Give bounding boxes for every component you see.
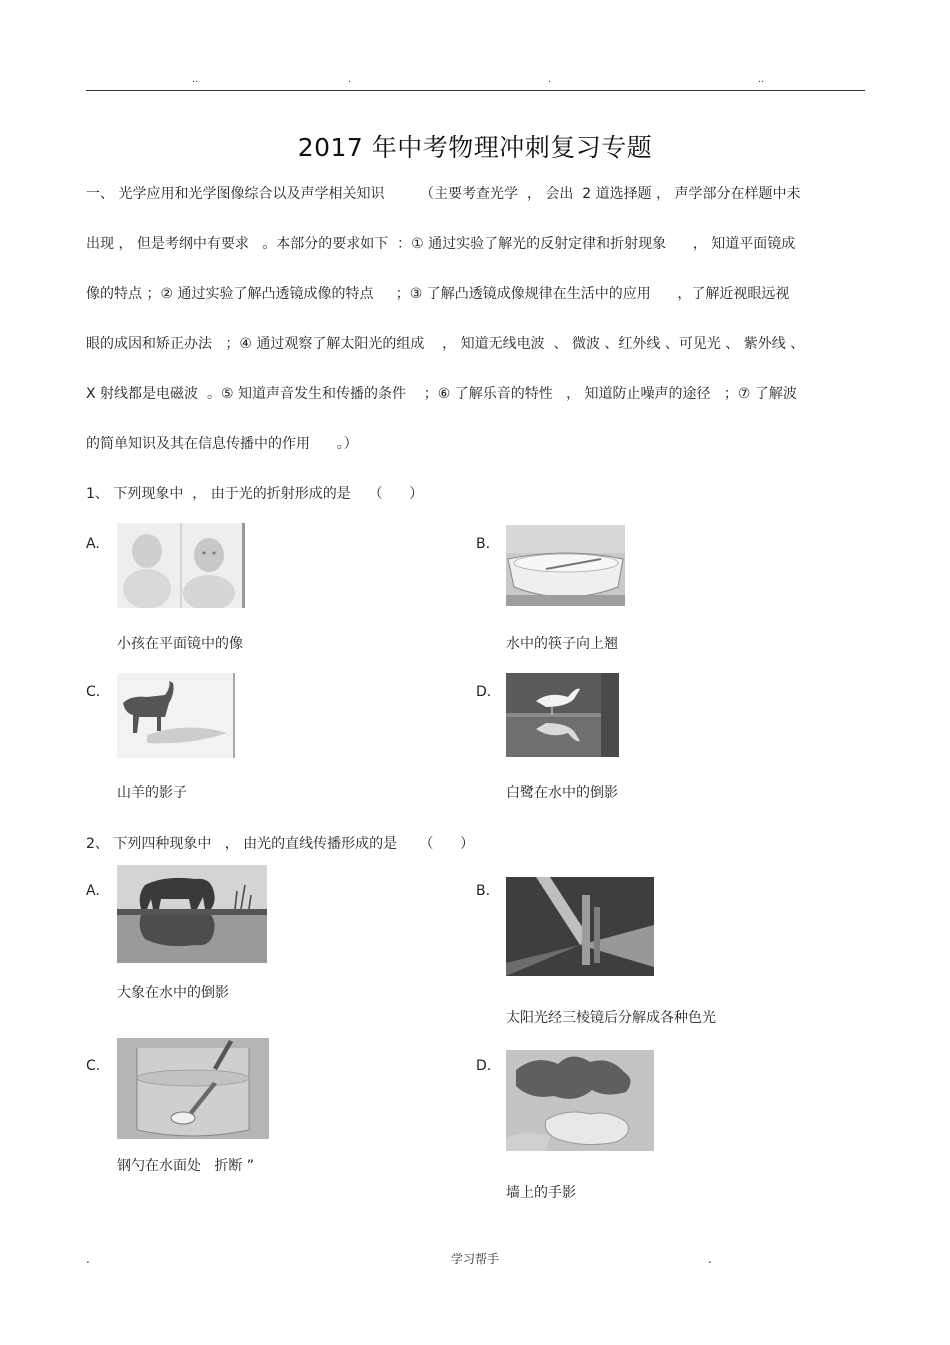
prism-light-photo bbox=[506, 877, 654, 976]
q1-option-a-letter: A. bbox=[86, 536, 100, 552]
child-mirror-photo bbox=[117, 523, 245, 608]
q1-option-b-caption: 水中的筷子向上翘 bbox=[506, 636, 618, 652]
q2-option-d-caption: 墙上的手影 bbox=[506, 1185, 576, 1201]
q1-option-c-letter: C. bbox=[86, 684, 101, 700]
q2-option-c-letter: C. bbox=[86, 1058, 101, 1074]
q1-option-c-caption: 山羊的影子 bbox=[117, 785, 187, 801]
chopsticks-water-photo bbox=[506, 525, 625, 606]
intro-line: X 射线都是电磁波 。⑤ 知道声音发生和传播的条件 ；⑥ 了解乐音的特性 ， 知道防止噪声的途径 ；⑦ 了解波 bbox=[86, 386, 797, 402]
footer-left-mark: . bbox=[86, 1252, 90, 1266]
question-2-stem: 2、 下列四种现象中 ， 由光的直线传播形成的是 （ ） bbox=[86, 836, 475, 852]
q2-option-b-caption: 太阳光经三棱镜后分解成各种色光 bbox=[506, 1010, 716, 1026]
header-mark-1: .. bbox=[192, 74, 199, 85]
q2-option-a-letter: A. bbox=[86, 883, 100, 899]
header-mark-3: . bbox=[548, 74, 552, 85]
footer-right-mark: . bbox=[708, 1252, 712, 1266]
spoon-water-photo bbox=[117, 1038, 269, 1139]
header-mark-4: .. bbox=[758, 74, 765, 85]
page-title: 2017 年中考物理冲刺复习专题 bbox=[297, 133, 653, 162]
q1-option-a-caption: 小孩在平面镜中的像 bbox=[117, 636, 243, 652]
elephant-reflection-photo bbox=[117, 865, 267, 963]
q1-option-b-letter: B. bbox=[476, 536, 491, 552]
egret-reflection-photo bbox=[506, 673, 619, 757]
goat-shadow-photo bbox=[117, 673, 235, 758]
intro-line: 的简单知识及其在信息传播中的作用 。） bbox=[86, 436, 358, 452]
question-1-stem: 1、 下列现象中 ， 由于光的折射形成的是 （ ） bbox=[86, 486, 424, 502]
intro-line: 一、 光学应用和光学图像综合以及声学相关知识 （主要考查光学 ， 会出 2 道选择题 ， 声学部分在样题中未 bbox=[86, 186, 801, 202]
intro-line: 眼的成因和矫正办法 ；④ 通过观察了解太阳光的组成 ， 知道无线电波 、 微波 、红外线 、可见光 、 紫外线 、 bbox=[86, 336, 805, 352]
q2-option-c-caption: 钢勺在水面处 折断 ” bbox=[117, 1158, 255, 1174]
q2-option-b-letter: B. bbox=[476, 883, 491, 899]
q2-option-a-caption: 大象在水中的倒影 bbox=[117, 985, 229, 1001]
intro-line: 像的特点 ；② 通过实验了解凸透镜成像的特点 ；③ 了解凸透镜成像规律在生活中的应用 ，了解近视眼远视 bbox=[86, 286, 790, 302]
header-rule bbox=[86, 90, 865, 91]
header-mark-2: . bbox=[348, 74, 352, 85]
footer-text: 学习帮手 bbox=[450, 1252, 499, 1266]
hand-shadow-photo bbox=[506, 1050, 654, 1151]
q2-option-d-letter: D. bbox=[476, 1058, 492, 1074]
q1-option-d-letter: D. bbox=[476, 684, 492, 700]
intro-line: 出现 ， 但是考纲中有要求 。本部分的要求如下 ：① 通过实验了解光的反射定律和折射现象 ， 知道平面镜成 bbox=[86, 236, 796, 252]
q1-option-d-caption: 白鹭在水中的倒影 bbox=[506, 785, 618, 801]
